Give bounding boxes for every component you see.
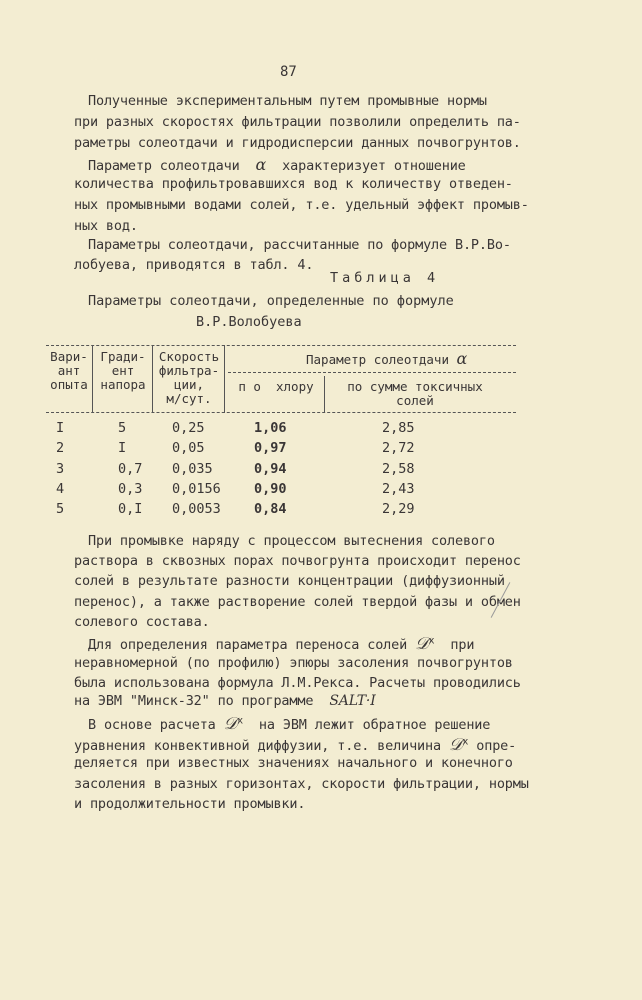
paragraph-1-line-1: Полученные экспериментальным путем промывные нормы <box>88 93 487 109</box>
paragraph-5-text-c: на ЭВМ "Минск-32" по программе <box>74 693 314 709</box>
row-5-sum: 2,29 <box>382 501 415 517</box>
row-2-sum: 2,72 <box>382 440 415 456</box>
paragraph-5-line-1 <box>88 634 474 654</box>
paragraph-6-text-d: опре- <box>476 738 517 754</box>
paragraph-4-line-5: солевого состава. <box>74 614 210 630</box>
row-3-speed: 0,035 <box>172 461 213 477</box>
paragraph-2-line-3: ных промывными водами солей, т.е. удельный эффект промыв- <box>74 197 529 213</box>
paragraph-2-text-b: характеризует отношение <box>282 158 466 174</box>
paragraph-4-line-1: При промывке наряду с процессом вытеснения солевого <box>88 533 495 549</box>
d-symbol-2: 𝒟 <box>223 714 238 734</box>
table-title-line-1: Параметры солеотдачи, определенные по формуле <box>88 293 454 309</box>
row-4-sum: 2,43 <box>382 481 415 497</box>
table-caption: Таблица 4 <box>330 270 440 286</box>
d-symbol: 𝒟 <box>415 634 429 654</box>
paragraph-2-line-1 <box>88 155 466 174</box>
table-divider-2 <box>152 345 153 413</box>
table-subheader-rule <box>228 372 516 373</box>
program-name: SALT·I <box>329 693 376 709</box>
header-alpha-symbol: α <box>456 349 468 368</box>
row-5-chlor: 0,84 <box>254 501 287 517</box>
row-1-gradient: 5 <box>118 420 127 436</box>
paragraph-5-line-4 <box>74 693 376 709</box>
table-header-rule <box>46 412 516 413</box>
paragraph-2-line-4: ных вод. <box>74 218 138 234</box>
paragraph-6-line-5: и продолжительности промывки. <box>74 796 306 812</box>
paragraph-6-line-2 <box>74 735 516 755</box>
row-1-chlor: 1,06 <box>254 420 287 436</box>
header-variant: Вари- ант опыта <box>50 349 88 392</box>
table-title-line-2: В.Р.Волобуева <box>196 314 302 330</box>
header-speed: Скорость фильтра- ции, м/сут. <box>158 349 220 406</box>
paragraph-5-text-b: при <box>450 637 475 653</box>
row-4-chlor: 0,90 <box>254 481 287 497</box>
row-2-gradient: I <box>118 440 127 456</box>
paragraph-4-line-4: перенос), а также растворение солей твердой фазы и обмен <box>74 594 521 610</box>
paragraph-1-line-2: при разных скоростях фильтрации позволили определить па- <box>74 114 521 130</box>
paragraph-6-line-3: деляется при известных значениях начального и конечного <box>74 755 513 771</box>
paragraph-5-line-3: была использована формула Л.М.Рекса. Расчеты проводились <box>74 675 521 691</box>
row-1-variant: I <box>56 420 65 436</box>
row-5-variant: 5 <box>56 501 65 517</box>
row-4-gradient: 0,3 <box>118 481 143 497</box>
header-param-label: Параметр солеотдачи <box>306 352 449 367</box>
paragraph-4-line-3: солей в результате разности концентрации (диффузионный <box>74 573 505 589</box>
header-sum: по сумме токсичных солей <box>347 379 483 408</box>
paragraph-6-text-c: уравнения конвективной диффузии, т.е. величина <box>74 738 441 754</box>
row-1-sum: 2,85 <box>382 420 415 436</box>
paragraph-2-line-2: количества профильтровавшихся вод к количеству отведен- <box>74 176 513 192</box>
d-symbol-3: 𝒟 <box>448 735 463 755</box>
paragraph-1-line-3: раметры солеотдачи и гидродисперсии данных почвогрунтов. <box>74 135 521 151</box>
row-3-sum: 2,58 <box>382 461 415 477</box>
paragraph-3-line-2: лобуева, приводятся в табл. 4. <box>74 257 314 273</box>
row-3-gradient: 0,7 <box>118 461 143 477</box>
header-param <box>306 349 468 368</box>
d-symbol-2-sup: x <box>237 715 243 727</box>
row-2-chlor: 0,97 <box>254 440 287 456</box>
row-1-speed: 0,25 <box>172 420 205 436</box>
row-4-variant: 4 <box>56 481 65 497</box>
row-4-speed: 0,0156 <box>172 481 221 497</box>
row-2-variant: 2 <box>56 440 65 456</box>
paragraph-3-line-1: Параметры солеотдачи, рассчитанные по формуле В.Р.Во- <box>88 237 511 253</box>
row-3-variant: 3 <box>56 461 65 477</box>
paragraph-5-text-a: Для определения параметра переноса солей <box>88 637 408 653</box>
paragraph-6-line-4: засоления в разных горизонтах, скорости фильтрации, нормы <box>74 776 529 792</box>
table-divider-4 <box>324 376 325 412</box>
table-divider-1 <box>92 345 93 413</box>
paragraph-6-text-b: на ЭВМ лежит обратное решение <box>258 717 491 733</box>
paragraph-6-text-a: В основе расчета <box>88 717 216 733</box>
row-2-speed: 0,05 <box>172 440 205 456</box>
table-top-rule <box>46 345 516 346</box>
page-number: 87 <box>280 64 297 80</box>
row-5-speed: 0,0053 <box>172 501 221 517</box>
table-divider-3 <box>224 345 225 413</box>
d-symbol-sup: x <box>428 635 435 647</box>
paragraph-2-text-a: Параметр солеотдачи <box>88 158 240 174</box>
paragraph-6-line-1 <box>88 714 490 734</box>
paragraph-5-line-2: неравномерной (по профилю) эпюры засоления почвогрунтов <box>74 655 513 671</box>
header-chlor: п о хлору <box>238 379 314 394</box>
row-5-gradient: 0,I <box>118 501 143 517</box>
alpha-symbol: α <box>255 155 267 174</box>
row-3-chlor: 0,94 <box>254 461 287 477</box>
header-gradient: Гради- ент напора <box>100 349 146 392</box>
paragraph-4-line-2: раствора в сквозных порах почвогрунта происходит перенос <box>74 553 521 569</box>
d-symbol-3-sup: x <box>462 736 469 748</box>
